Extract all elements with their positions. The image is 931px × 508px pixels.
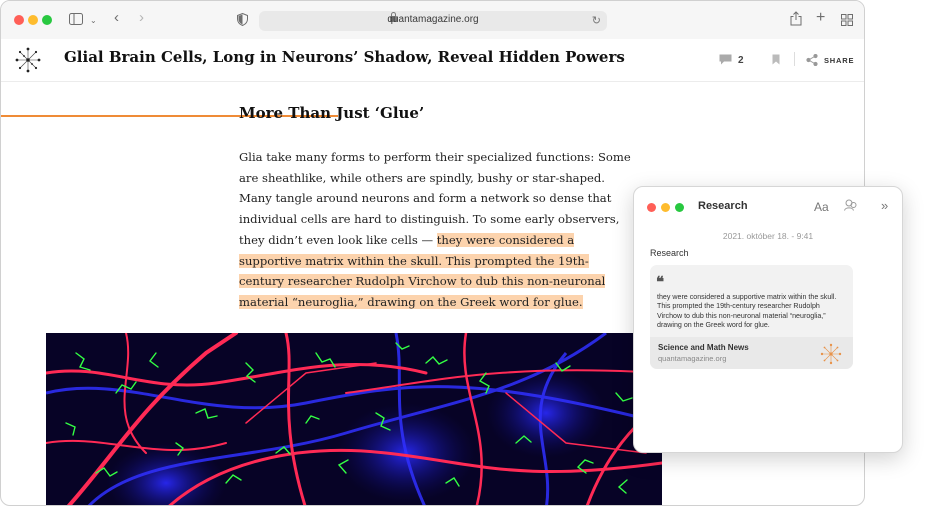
back-icon[interactable]: ‹ <box>114 9 119 26</box>
section-heading: More Than Just ‘Glue’ <box>239 104 425 122</box>
close-window-button[interactable] <box>14 15 24 25</box>
tab-overview-icon[interactable] <box>841 14 853 26</box>
divider <box>794 52 795 66</box>
zoom-window-button[interactable] <box>42 15 52 25</box>
quote-text: they were considered a supportive matrix within the skull. This prompted the 19th-century researcher Rudolph Virchow to dub this non-neuronal material “neuroglia,” drawing on the Greek word for glue. <box>657 293 837 330</box>
close-note-button[interactable] <box>647 203 656 212</box>
quanta-logo[interactable] <box>14 47 42 73</box>
zoom-note-button[interactable] <box>675 203 684 212</box>
minimize-note-button[interactable] <box>661 203 670 212</box>
share-network-icon[interactable] <box>806 54 818 66</box>
chevron-down-icon[interactable]: ⌄ <box>90 16 97 25</box>
highlighted-text[interactable]: they were considered a supportive matrix within the skull. This prompted the 19th-century researcher Rudolph Virchow to dub this non-neuronal material “neuroglia,” drawing on the Greek word for glue. <box>239 232 606 309</box>
article-header <box>1 39 864 82</box>
source-title: Science and Math News <box>658 343 749 352</box>
article-title: Glial Brain Cells, Long in Neurons’ Shadow, Reveal Hidden Powers <box>64 48 625 66</box>
address-bar[interactable] <box>259 11 607 31</box>
article-paragraph <box>239 147 631 313</box>
link-card[interactable] <box>650 265 853 369</box>
reload-icon[interactable]: ↻ <box>591 15 601 27</box>
share-icon[interactable] <box>790 11 802 26</box>
quick-note-window <box>633 186 903 453</box>
source-url: quantamagazine.org <box>658 354 727 363</box>
quote-icon: ❝ <box>656 273 665 291</box>
paragraph-text: Glia take many forms to perform their specialized functions: Some are sheathlike, while others are spindly, bushy or star-shaped. Many tangle around neurons and form a network so dense that individual cells are hard to distinguish. To some early observers, they didn’t even look like cells — <box>239 150 631 247</box>
note-title: Research <box>698 200 748 212</box>
source-logo <box>820 343 842 365</box>
browser-toolbar <box>1 1 864 40</box>
note-date: 2021. október 18. - 9:41 <box>722 231 814 241</box>
address-text: quantamagazine.org <box>387 14 479 25</box>
share-label[interactable]: SHARE <box>824 56 855 65</box>
new-tab-icon[interactable]: + <box>816 9 826 26</box>
shield-icon[interactable] <box>237 13 248 26</box>
expand-chevron-icon[interactable]: » <box>881 198 889 213</box>
collaborate-icon[interactable] <box>844 199 858 211</box>
micrograph-art <box>46 333 662 506</box>
comment-icon[interactable] <box>719 54 732 65</box>
forward-icon[interactable]: › <box>139 9 144 26</box>
format-text-button[interactable]: Aa <box>814 200 829 214</box>
note-heading: Research <box>650 248 689 258</box>
comment-count[interactable]: 2 <box>738 55 744 66</box>
minimize-window-button[interactable] <box>28 15 38 25</box>
sidebar-icon[interactable] <box>69 13 83 25</box>
bookmark-icon[interactable] <box>772 54 780 65</box>
link-card-footer[interactable] <box>650 337 853 369</box>
glia-micrograph-image <box>46 333 662 506</box>
